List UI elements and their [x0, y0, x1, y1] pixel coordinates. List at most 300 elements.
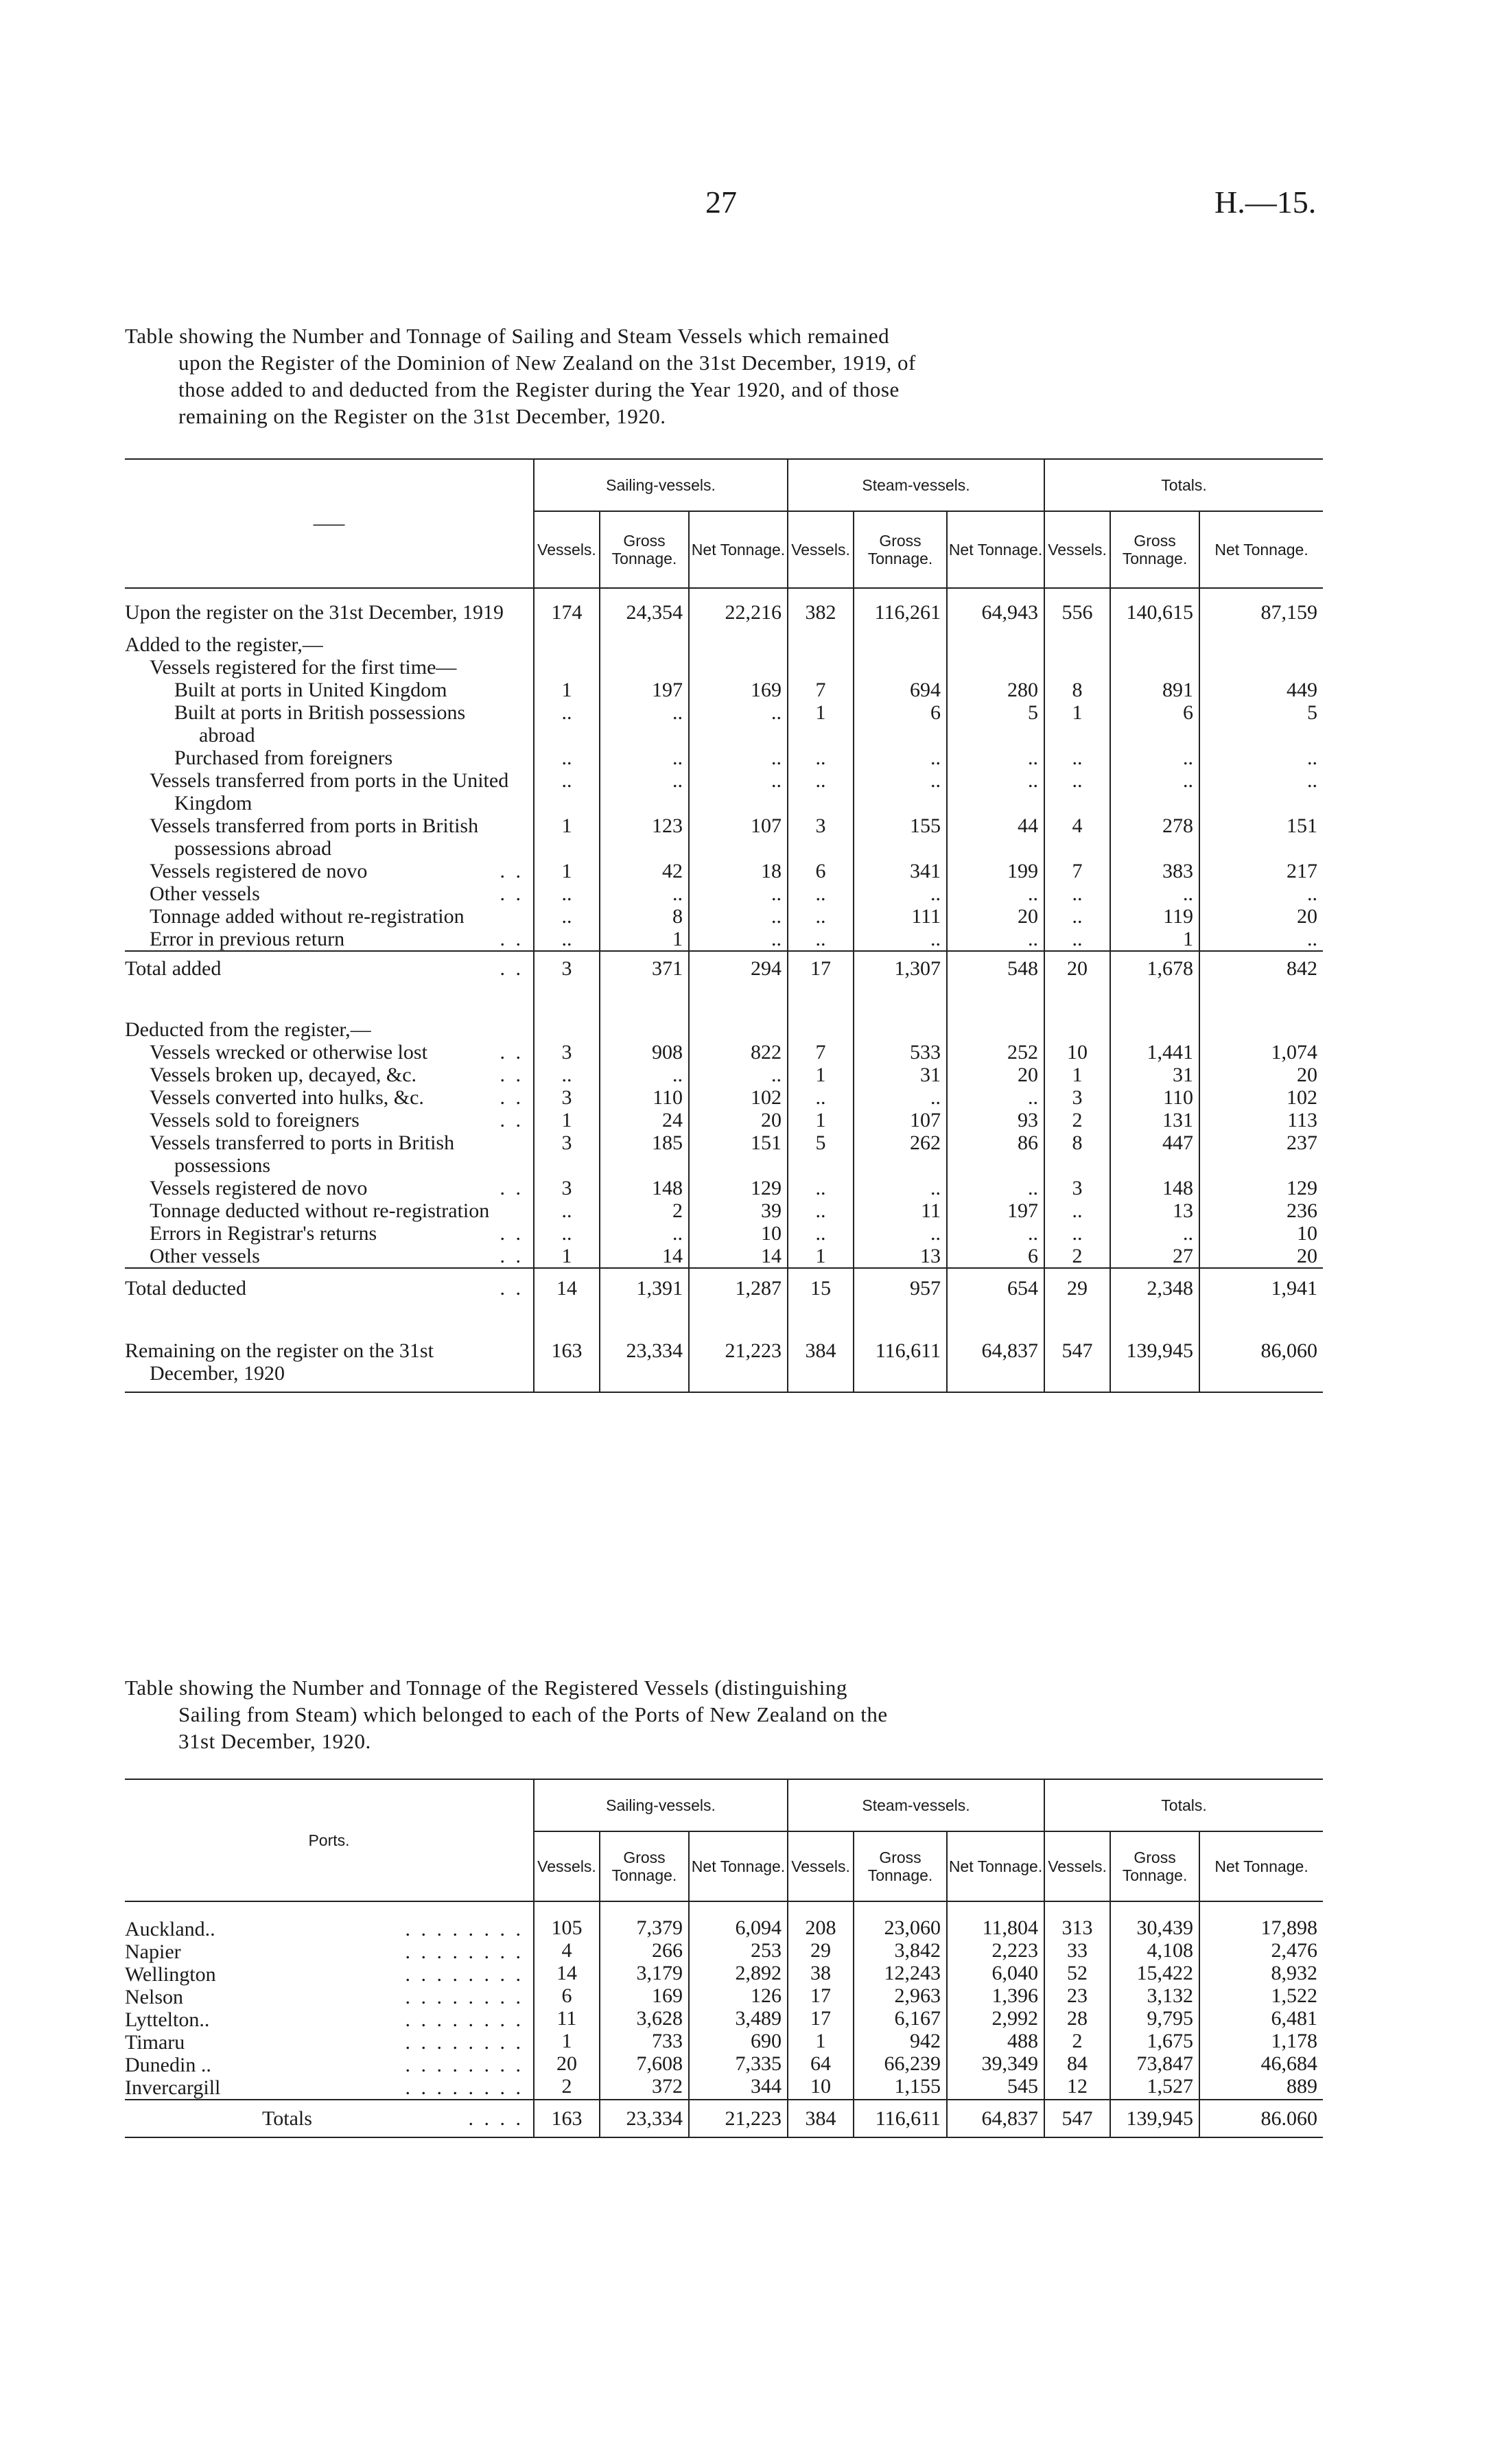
group-header-totals: Totals. — [1044, 1779, 1323, 1831]
table-row — [125, 1086, 1323, 1109]
table-cell: 3 — [1044, 1177, 1110, 1199]
table-cell: 6 — [947, 1245, 1044, 1268]
table-cell: .. — [788, 1222, 854, 1245]
table-cell: .. — [600, 747, 689, 769]
table-cell: 29 — [1044, 1268, 1110, 1306]
table-cell: 11,804 — [947, 1918, 1044, 1940]
table-cell: 105 — [534, 1918, 600, 1940]
row-label-text: Vessels converted into hulks, &c. — [150, 1086, 424, 1109]
group-header-steam: Steam-vessels. — [788, 459, 1044, 511]
table-cell: 113 — [1199, 1109, 1323, 1131]
group-header-sailing: Sailing-vessels. — [534, 1779, 788, 1831]
table-cell: 1 — [788, 701, 854, 747]
table-cell: 1 — [788, 1064, 854, 1086]
table-cell: 891 — [1110, 679, 1199, 701]
row-label: Built at ports in United Kingdom — [174, 679, 447, 701]
table-cell: .. — [1110, 747, 1199, 769]
table-cell: .. — [534, 905, 600, 928]
table-cell: 341 — [854, 860, 947, 882]
row-label-text: Total deducted — [125, 1277, 246, 1300]
table-cell: 266 — [600, 1940, 689, 1963]
table-cell: 7,379 — [600, 1918, 689, 1940]
table-row — [125, 905, 1323, 928]
dot-leader: . . . . . . . . — [405, 1918, 524, 1940]
table-cell: 278 — [1110, 814, 1199, 860]
table-cell: 39,349 — [947, 2054, 1044, 2076]
table-cell: 10 — [1044, 1041, 1110, 1064]
table-cell: 6 — [534, 1986, 600, 2008]
table-cell: 733 — [600, 2031, 689, 2054]
table-cell: 384 — [788, 2100, 854, 2137]
table-cell: 20 — [1044, 951, 1110, 987]
table-cell: 20 — [689, 1109, 788, 1131]
table-cell: 533 — [854, 1041, 947, 1064]
table-cell: .. — [689, 882, 788, 905]
port-name — [125, 2008, 534, 2031]
row-label: Tonnage deducted without re-registration — [150, 1199, 490, 1222]
col-header-gross: Gross Tonnage. — [854, 511, 947, 588]
table-cell: .. — [1199, 769, 1323, 814]
row-label — [125, 951, 534, 987]
table-cell: .. — [854, 928, 947, 951]
table-cell: 86.060 — [1199, 2100, 1323, 2137]
table-cell: 116,611 — [854, 1334, 947, 1392]
row-label: Tonnage added without re-registration — [150, 905, 465, 928]
table-cell: 3 — [534, 1177, 600, 1199]
col-header-net: Net Tonnage. — [947, 1831, 1044, 1901]
table-cell: 253 — [689, 1940, 788, 1963]
table-cell: 111 — [854, 905, 947, 928]
table-cell: 382 — [788, 588, 854, 624]
table-cell: 64,837 — [947, 1334, 1044, 1392]
row-label — [125, 1064, 534, 1086]
row-label-text: Vessels wrecked or otherwise lost — [150, 1041, 427, 1064]
row-label-text: Vessels registered de novo — [150, 1177, 368, 1199]
table-cell: 449 — [1199, 679, 1323, 701]
ports-table — [125, 1779, 1323, 2138]
table-row — [125, 679, 1323, 701]
section-heading: Deducted from the register,— — [125, 1018, 371, 1041]
table-cell: .. — [600, 701, 689, 747]
totals-row — [125, 2100, 1323, 2137]
table-cell: .. — [534, 1199, 600, 1222]
table-cell: 197 — [947, 1199, 1044, 1222]
col-header-net: Net Tonnage. — [1199, 1831, 1323, 1901]
table-cell: .. — [534, 769, 600, 814]
table-cell: 163 — [534, 2100, 600, 2137]
dot-leader: . . . . . . . . — [405, 2008, 524, 2031]
table-cell: 1 — [1044, 701, 1110, 747]
table-cell: 129 — [689, 1177, 788, 1199]
table-cell: 1 — [534, 814, 600, 860]
row-label-text: Errors in Registrar's returns — [150, 1222, 377, 1245]
table-cell: 889 — [1199, 2076, 1323, 2100]
table-cell: 2,348 — [1110, 1268, 1199, 1306]
table-cell: 1 — [788, 2031, 854, 2054]
table-cell: 217 — [1199, 860, 1323, 882]
table-cell: .. — [689, 701, 788, 747]
table-cell: 547 — [1044, 1334, 1110, 1392]
col-header-gross: Gross Tonnage. — [600, 1831, 689, 1901]
table-cell: 169 — [689, 679, 788, 701]
row-label: Remaining on the register on the 31st December, 1920 — [125, 1334, 534, 1392]
table-row — [125, 814, 1323, 860]
table-cell: 20 — [947, 905, 1044, 928]
table-cell: .. — [534, 1064, 600, 1086]
table-cell: .. — [788, 1177, 854, 1199]
table-cell: 151 — [689, 1131, 788, 1177]
table-cell: .. — [788, 1199, 854, 1222]
table-cell: 2 — [600, 1199, 689, 1222]
table-cell: .. — [534, 882, 600, 905]
table-cell: 73,847 — [1110, 2054, 1199, 2076]
table-cell: 6,167 — [854, 2008, 947, 2031]
row-label: Purchased from foreigners — [174, 747, 393, 769]
table-cell: 2,963 — [854, 1986, 947, 2008]
table-cell: .. — [854, 747, 947, 769]
table-cell: 2,992 — [947, 2008, 1044, 2031]
table-cell: .. — [1044, 1222, 1110, 1245]
table-row — [125, 2076, 1323, 2100]
table-cell: 20 — [1199, 1245, 1323, 1268]
table-cell: 383 — [1110, 860, 1199, 882]
table-cell: 384 — [788, 1334, 854, 1392]
table-cell: 8 — [1044, 1131, 1110, 1177]
table-cell: 14 — [689, 1245, 788, 1268]
table-cell: .. — [788, 928, 854, 951]
table-cell: .. — [600, 1064, 689, 1086]
table-cell: 14 — [600, 1245, 689, 1268]
table-cell: 148 — [600, 1177, 689, 1199]
table-cell: 3 — [1044, 1086, 1110, 1109]
table-cell: 2,892 — [689, 1963, 788, 1986]
table-cell: 262 — [854, 1131, 947, 1177]
table-cell: .. — [1110, 882, 1199, 905]
table-cell: .. — [1110, 1222, 1199, 1245]
table-cell: 185 — [600, 1131, 689, 1177]
table-cell: 11 — [534, 2008, 600, 2031]
table-cell: 5 — [947, 701, 1044, 747]
table-cell: 21,223 — [689, 2100, 788, 2137]
table-row — [125, 860, 1323, 882]
table-row — [125, 701, 1323, 747]
table-row — [125, 1268, 1323, 1306]
table-row — [125, 747, 1323, 769]
table-cell: 102 — [689, 1086, 788, 1109]
table-cell: 7,335 — [689, 2054, 788, 2076]
table-cell: 151 — [1199, 814, 1323, 860]
table-cell: 13 — [1110, 1199, 1199, 1222]
table-cell: 23,334 — [600, 1334, 689, 1392]
dot-leader: . . — [500, 1222, 524, 1245]
dot-leader: . . — [500, 1041, 524, 1064]
table-cell: .. — [788, 905, 854, 928]
table-cell: 2 — [1044, 1245, 1110, 1268]
table-cell: 313 — [1044, 1918, 1110, 1940]
caption-line: upon the Register of the Dominion of New Zealand on the 31st December, 1919, of — [178, 351, 916, 375]
table-cell: .. — [947, 882, 1044, 905]
table-cell: 1,155 — [854, 2076, 947, 2100]
row-label: Vessels transferred from ports in British possessions abroad — [150, 814, 479, 860]
row-label — [125, 1222, 534, 1245]
table-row — [125, 1963, 1323, 1986]
caption-line: those added to and deducted from the Register during the Year 1920, and of those — [178, 377, 900, 401]
table-row — [125, 1041, 1323, 1064]
table-cell: 237 — [1199, 1131, 1323, 1177]
table-cell: 842 — [1199, 951, 1323, 987]
port-name-text: Timaru — [125, 2031, 185, 2054]
row-label-text: Vessels sold to foreigners — [150, 1109, 360, 1131]
port-name-text: Auckland.. — [125, 1918, 215, 1940]
table-cell: 11 — [854, 1199, 947, 1222]
table-cell: 1,391 — [600, 1268, 689, 1306]
table-cell: .. — [534, 747, 600, 769]
dot-leader: . . — [500, 928, 524, 950]
row-label-text: Other vessels — [150, 1245, 260, 1267]
table-cell: 102 — [1199, 1086, 1323, 1109]
caption-line: Table showing the Number and Tonnage of the Registered Vessels (distinguishing — [125, 1676, 847, 1700]
table-cell: 1 — [534, 1245, 600, 1268]
port-name — [125, 1963, 534, 1986]
table-cell: 148 — [1110, 1177, 1199, 1199]
table-cell: 66,239 — [854, 2054, 947, 2076]
dot-leader: . . . . — [468, 2107, 524, 2130]
table-cell: 18 — [689, 860, 788, 882]
table-cell: 116,261 — [854, 588, 947, 624]
table-cell: 20 — [947, 1064, 1044, 1086]
table-cell: 2 — [1044, 1109, 1110, 1131]
table-cell: .. — [689, 769, 788, 814]
table-cell: 1,941 — [1199, 1268, 1323, 1306]
table-cell: 4 — [534, 1940, 600, 1963]
spacer-row — [125, 1306, 1323, 1334]
table-cell: 1,287 — [689, 1268, 788, 1306]
port-name — [125, 1918, 534, 1940]
table-cell: 42 — [600, 860, 689, 882]
table-cell: 17 — [788, 2008, 854, 2031]
table-cell: 280 — [947, 679, 1044, 701]
table-cell: 6 — [788, 860, 854, 882]
table-cell: 10 — [788, 2076, 854, 2100]
table-cell: 1,178 — [1199, 2031, 1323, 2054]
section-heading: Added to the register,— — [125, 633, 323, 656]
table-cell: 1 — [534, 1109, 600, 1131]
table-cell: 20 — [1199, 905, 1323, 928]
caption-line: Sailing from Steam) which belonged to each of the Ports of New Zealand on the — [178, 1702, 888, 1726]
table-cell: 5 — [1199, 701, 1323, 747]
document-reference: H.—15. — [1214, 185, 1317, 220]
table-cell: 942 — [854, 2031, 947, 2054]
col-header-net: Net Tonnage. — [947, 511, 1044, 588]
table-cell: 8 — [600, 905, 689, 928]
table-cell: .. — [854, 882, 947, 905]
section-heading-row — [125, 656, 1323, 679]
table-cell: .. — [600, 769, 689, 814]
table-row — [125, 1245, 1323, 1268]
table-cell: 1 — [1044, 1064, 1110, 1086]
table-cell: 208 — [788, 1918, 854, 1940]
table-cell: 236 — [1199, 1199, 1323, 1222]
table-cell: 2 — [1044, 2031, 1110, 2054]
port-name-text: Lyttelton.. — [125, 2008, 210, 2031]
table-cell: 2,223 — [947, 1940, 1044, 1963]
ports-header: Ports. — [125, 1779, 534, 1901]
caption-line: remaining on the Register on the 31st December, 1920. — [178, 404, 666, 428]
totals-label — [125, 2100, 534, 2137]
dot-leader: . . . . . . . . — [405, 2054, 524, 2076]
dot-leader: . . — [500, 1086, 524, 1109]
table-cell: 23,060 — [854, 1918, 947, 1940]
table-cell: .. — [1044, 905, 1110, 928]
table-cell: 3,628 — [600, 2008, 689, 2031]
table-cell: 44 — [947, 814, 1044, 860]
table-cell: .. — [1044, 1199, 1110, 1222]
col-header-net: Net Tonnage. — [1199, 511, 1323, 588]
row-label: Built at ports in British possessions abroad — [174, 701, 466, 747]
port-name-text: Dunedin .. — [125, 2054, 211, 2076]
table-cell: 6,094 — [689, 1918, 788, 1940]
table-cell: 31 — [1110, 1064, 1199, 1086]
col-header-net: Net Tonnage. — [689, 1831, 788, 1901]
table-cell: 20 — [1199, 1064, 1323, 1086]
table-cell: 3,132 — [1110, 1986, 1199, 2008]
table-cell: .. — [689, 1064, 788, 1086]
table-cell: 822 — [689, 1041, 788, 1064]
dot-leader: . . . . . . . . — [405, 1963, 524, 1986]
table-cell: 10 — [689, 1222, 788, 1245]
table-cell: 169 — [600, 1986, 689, 2008]
table-cell: 3 — [534, 951, 600, 987]
table-cell: 23,334 — [600, 2100, 689, 2137]
table-row — [125, 769, 1323, 814]
table-cell: 1,678 — [1110, 951, 1199, 987]
table-cell: 1 — [534, 860, 600, 882]
dot-leader: . . — [500, 882, 524, 905]
table-cell: 12 — [1044, 2076, 1110, 2100]
table-cell: 6 — [854, 701, 947, 747]
table-cell: 3 — [534, 1086, 600, 1109]
table-row — [125, 1222, 1323, 1245]
table-cell: 15 — [788, 1268, 854, 1306]
table-cell: 129 — [1199, 1177, 1323, 1199]
table-cell: 957 — [854, 1268, 947, 1306]
table-row — [125, 928, 1323, 951]
table-cell: 64,943 — [947, 588, 1044, 624]
table-cell: .. — [534, 1222, 600, 1245]
row-label — [125, 1177, 534, 1199]
table-cell: 17,898 — [1199, 1918, 1323, 1940]
dot-leader: . . . . . . . . — [405, 1940, 524, 1963]
table-cell: .. — [947, 1086, 1044, 1109]
table-cell: 547 — [1044, 2100, 1110, 2137]
table-cell: .. — [854, 769, 947, 814]
table-cell: 344 — [689, 2076, 788, 2100]
table-cell: .. — [854, 1086, 947, 1109]
table-row — [125, 1986, 1323, 2008]
table-cell: .. — [689, 928, 788, 951]
table-cell: 27 — [1110, 1245, 1199, 1268]
table-cell: 371 — [600, 951, 689, 987]
col-header-gross: Gross Tonnage. — [854, 1831, 947, 1901]
table-cell: 84 — [1044, 2054, 1110, 2076]
table-cell: 33 — [1044, 1940, 1110, 1963]
table-cell: .. — [534, 701, 600, 747]
dot-leader: . . — [500, 1064, 524, 1086]
row-label — [125, 1268, 534, 1306]
col-header-vessels: Vessels. — [534, 1831, 600, 1901]
table-cell: 1 — [1110, 928, 1199, 951]
table-row — [125, 1940, 1323, 1963]
table-cell: 372 — [600, 2076, 689, 2100]
col-header-vessels: Vessels. — [788, 1831, 854, 1901]
table-cell: 139,945 — [1110, 1334, 1199, 1392]
table-cell: .. — [600, 1222, 689, 1245]
table-cell: 119 — [1110, 905, 1199, 928]
table-cell: 23 — [1044, 1986, 1110, 2008]
table-cell: 24,354 — [600, 588, 689, 624]
port-name — [125, 2054, 534, 2076]
table-cell: 52 — [1044, 1963, 1110, 1986]
section-heading-row — [125, 633, 1323, 656]
table-cell: .. — [689, 905, 788, 928]
table-cell: .. — [1044, 928, 1110, 951]
table-row — [125, 1131, 1323, 1177]
col-header-vessels: Vessels. — [788, 511, 854, 588]
table-cell: 107 — [689, 814, 788, 860]
table-cell: 17 — [788, 1986, 854, 2008]
col-header-vessels: Vessels. — [534, 511, 600, 588]
table-cell: 139,945 — [1110, 2100, 1199, 2137]
group-header-totals: Totals. — [1044, 459, 1323, 511]
port-name-text: Wellington — [125, 1963, 216, 1986]
table-cell: 7 — [788, 679, 854, 701]
table-cell: 3 — [534, 1041, 600, 1064]
table-cell: 6,481 — [1199, 2008, 1323, 2031]
page-number: 27 — [705, 185, 737, 220]
col-header-vessels: Vessels. — [1044, 511, 1110, 588]
table-cell: 140,615 — [1110, 588, 1199, 624]
row-label-text: Error in previous return — [150, 928, 345, 950]
spacer-row — [125, 624, 1323, 633]
row-label — [125, 1086, 534, 1109]
table-cell: 12,243 — [854, 1963, 947, 1986]
table-cell: 8 — [1044, 679, 1110, 701]
table-cell: 4 — [1044, 814, 1110, 860]
table-row — [125, 1109, 1323, 1131]
dot-leader: . . — [500, 860, 524, 882]
table-cell: .. — [1110, 769, 1199, 814]
row-label: Vessels transferred to ports in British possessions — [150, 1131, 455, 1177]
row-label: Vessels transferred from ports in the United Kingdom — [150, 769, 509, 814]
table-cell: .. — [1044, 769, 1110, 814]
table-cell: 908 — [600, 1041, 689, 1064]
dot-leader: . . — [500, 957, 524, 980]
table-cell: 3 — [534, 1131, 600, 1177]
port-name — [125, 2076, 534, 2100]
table-cell: 15,422 — [1110, 1963, 1199, 1986]
port-name — [125, 1940, 534, 1963]
section-heading-row — [125, 1018, 1323, 1041]
col-header-net: Net Tonnage. — [689, 511, 788, 588]
table-row — [125, 2031, 1323, 2054]
table-cell: 39 — [689, 1199, 788, 1222]
spacer-row — [125, 1901, 1323, 1918]
table-cell: 38 — [788, 1963, 854, 1986]
table-cell: 548 — [947, 951, 1044, 987]
table-cell: 21,223 — [689, 1334, 788, 1392]
table-row — [125, 1064, 1323, 1086]
table-cell: 1 — [600, 928, 689, 951]
